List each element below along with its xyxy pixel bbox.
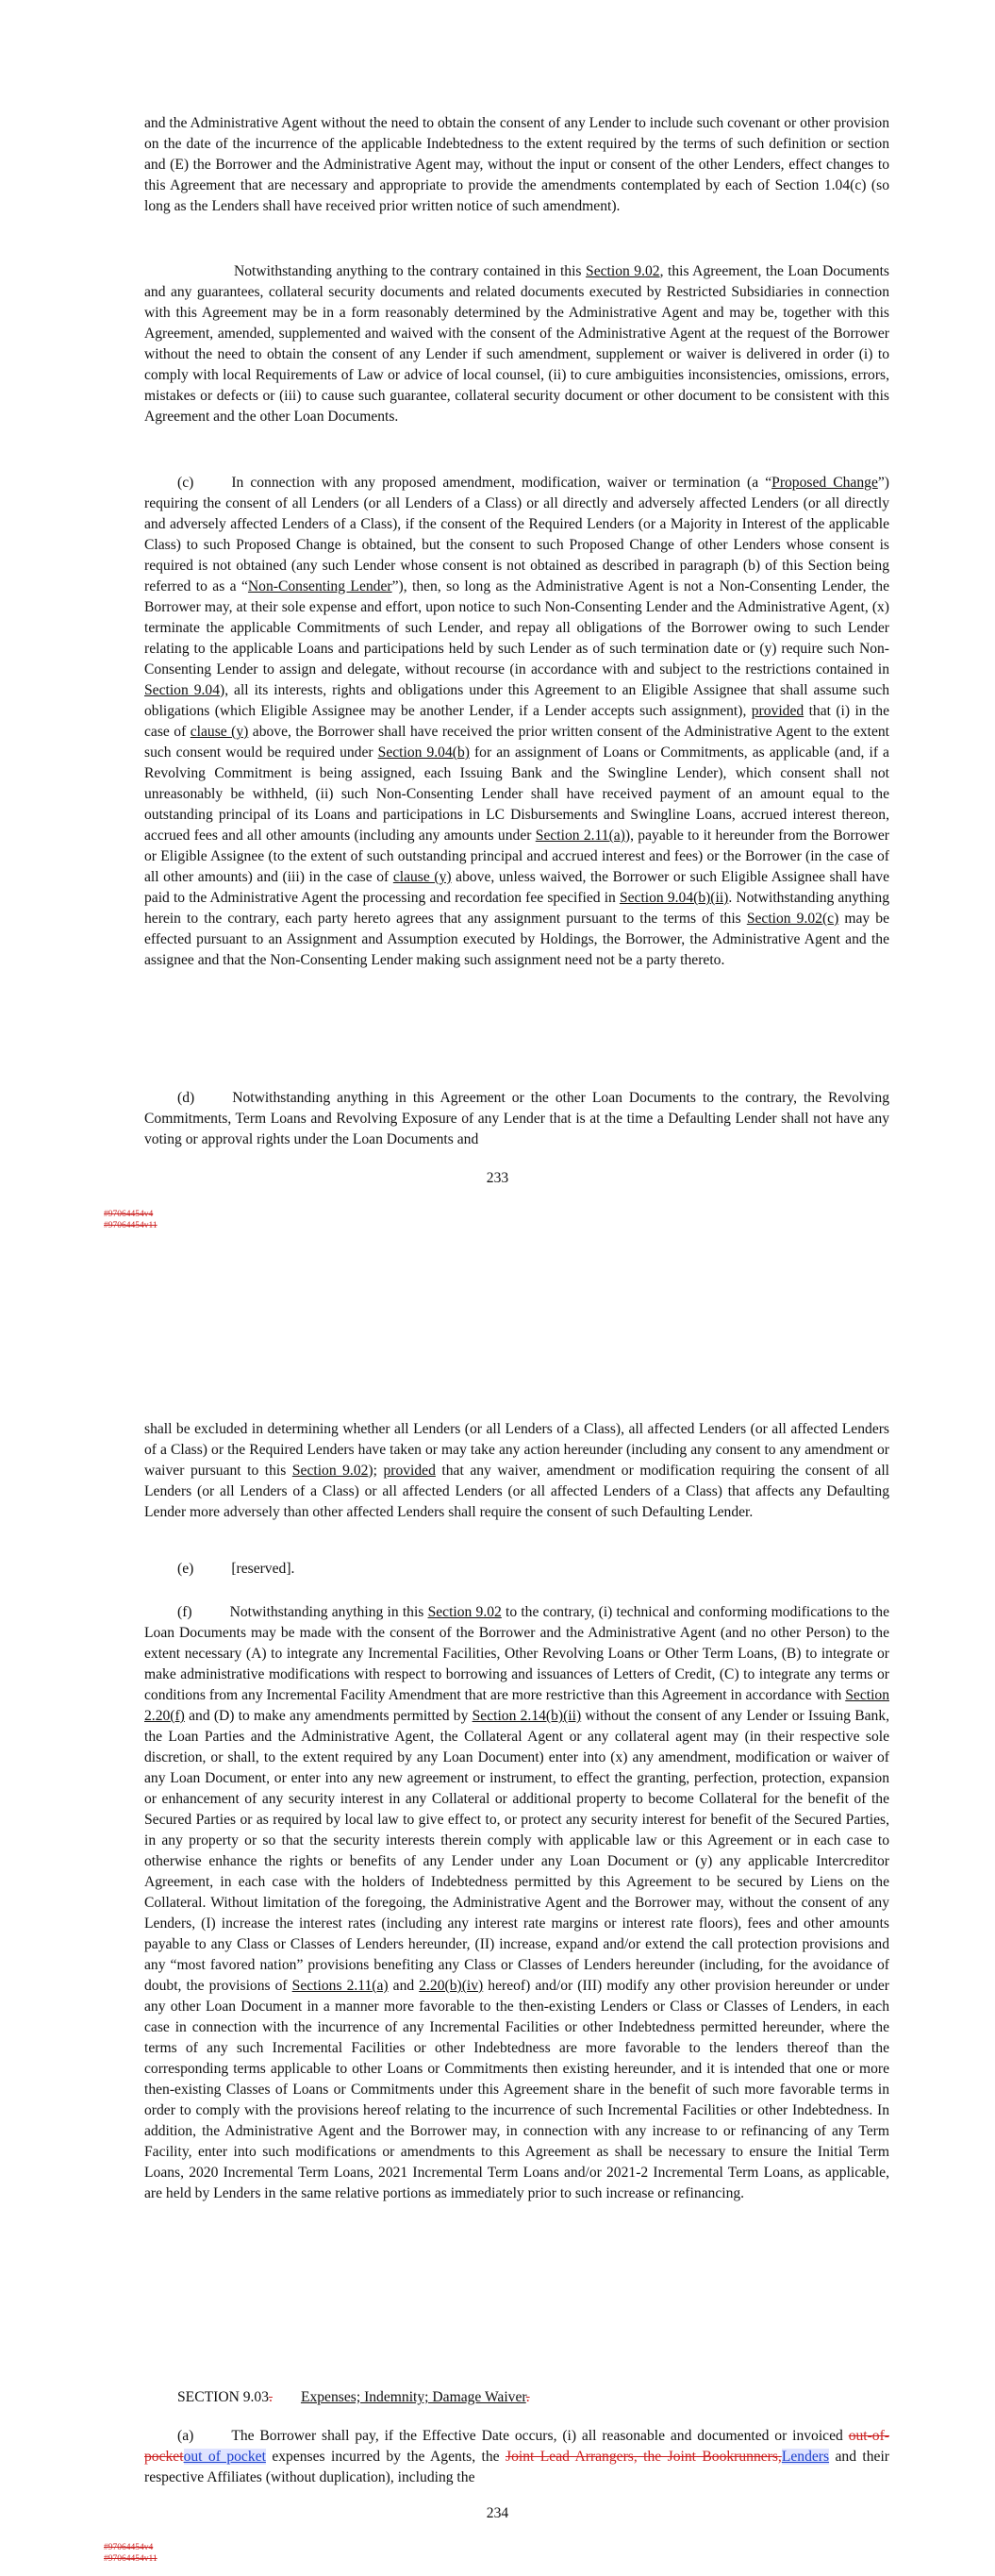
paragraph-c: (c) In connection with any proposed amendment, modification, waiver or termination (a “Proposed Change”) requiring the consent of all Lenders (or all Lenders of a Class) or all directly and adversely affected Lenders (or all directly and adversely affected Lenders of a Class), if the consent of the Required Lenders (or a Majority in Interest of the applicable Class) to such Proposed Change is obtained, but the consent to such Proposed Change of other Lenders whose consent is required is not obtained (any such Lender whose consent is not obtained as described in paragraph (b) of this Section being referred to as a “Non-Consenting Lender”), then, so long as the Administrative Agent is not a Non-Consenting Lender, the Borrower may, at their sole expense and effort, upon notice to such Non-Consenting Lender and the Administrative Agent, (x) terminate the applicable Commitments of such Lender, and repay all obligations of the Borrower owing to such Lender relating to the applicable Loans and participations held by such Lender as of such termination date or (y) require such Non-Consenting Lender to assign and delegate, without recourse (in accordance with and subject to the restrictions contained in Section 9.04), all its interests, rights and obligations under this Agreement to an Eligible Assignee that shall assume such obligations (which Eligible Assignee may be another Lender, if a Lender accepts such assignment), provided that (i) in the case of clause (y) above, the Borrower shall have received the prior written consent of the Administrative Agent to the extent such consent would be required under Section 9.04(b) for an assignment of Loans or Commitments, as applicable (and, if a Revolving Commitment is being assigned, each Issuing Bank and the Swingline Lender), which consent shall not unreasonably be withheld, (ii) such Non-Consenting Lender shall have received payment of an amount equal to the outstanding principal of its Loans and participations in LC Disbursements and Swingline Loans, accrued interest thereon, accrued fees and all other amounts (including any amounts under Section 2.11(a)), payable to it hereunder from the Borrower or Eligible Assignee (to the extent of such outstanding principal and accrued interest and fees) or the Borrower (in the case of all other amounts) and (iii) in the case of clause (y) above, unless waived, the Borrower or such Eligible Assignee shall have paid to the Administrative Agent the processing and recordation fee specified in Section 9.04(b)(ii). Notwithstanding anything herein to the contrary, each party hereto agrees that any assignment pursuant to the terms of this Section 9.02(c) may be effected pursuant to an Assignment and Assumption executed by Holdings, the Borrower, the Administrative Agent and the assignee and that the Non-Consenting Lender making such assignment need not be a party thereto.: [144, 475, 890, 968]
clause-label: (e): [177, 1561, 194, 1577]
section-reference: 2.20(b)(iv): [419, 1978, 484, 1994]
paragraph-e: (e) [reserved].: [177, 1561, 295, 1577]
page-234: [0, 1309, 995, 2576]
section-reference: Section 2.20(f): [144, 1687, 889, 1724]
proviso: provided: [751, 703, 804, 719]
clause-label: (d): [177, 1090, 195, 1106]
document-id: #97064454v4: [104, 1210, 154, 1219]
section-heading: [144, 2387, 889, 2408]
paragraph-continuation: and the Administrative Agent without the need to obtain the consent of any Lender to include such covenant or other provision on the date of the incurrence of the applicable Indebtedness to the extent required by the terms of such definition or section and (E) the Borrower and the Administrative Agent may, without the input or consent of the other Lenders, effect changes to this Agreement that are necessary and appropriate to provide the amendments contemplated by each of Section 1.04(c) (so long as the Lenders shall have received prior written notice of such amendment).: [144, 115, 889, 214]
deleted-text: out-of-pocket: [144, 2428, 889, 2465]
section-reference: Section 9.04(b)(ii): [619, 890, 729, 906]
proviso: provided: [383, 1463, 436, 1479]
paragraph-notwithstanding: Notwithstanding anything to the contrary contained in this Section 9.02, this Agreement, the Loan Documents and any guarantees, collateral security documents and related documents executed by Restricted Subsidiaries in connection with this Agreement may be in a form reasonably determined by the Administrative Agent and may be, together with this Agreement, amended, supplemented and waived with the consent of the Administrative Agent at the request of the Borrower without the need to obtain the consent of any Lender if such amendment, supplement or waiver is delivered in order (i) to comply with local Requirements of Law or advice of local counsel, (ii) to cure ambiguities inconsistencies, omissions, errors, mistakes or defects or (iii) to cause such guarantee, collateral security document or other document to be consistent with this Agreement and the other Loan Documents.: [144, 263, 889, 425]
clause-reference: clause (y): [190, 724, 249, 740]
section-number: SECTION 9.03: [177, 2389, 270, 2405]
section-reference: Section 9.02: [291, 1463, 369, 1479]
document-id: #97064454v11: [104, 1221, 158, 1230]
section-reference: Section 2.14(b)(ii): [472, 1708, 582, 1724]
paragraph-d-continuation: shall be excluded in determining whether all Lenders (or all Lenders of a Class), all affected Lenders (or all affected Lenders of a Class) or the Required Lenders have taken or may take any action hereunder (including any consent to any amendment or waiver pursuant to this Section 9.02); provided that any waiver, amendment or modification requiring the consent of all Lenders (or all Lenders of a Class) or all affected Lenders (or all affected Lenders of a Class) that affects any Defaulting Lender more adversely than other affected Lenders shall require the consent of such Defaulting Lender.: [144, 1421, 889, 1520]
section-reference: Section 9.04(b): [377, 744, 470, 761]
page-number: 233: [486, 1170, 509, 1186]
clause-label: (c): [177, 475, 194, 491]
deleted-text: Joint Lead Arrangers, the Joint Bookrunners,: [506, 2449, 782, 2465]
section-reference: Section 9.02: [427, 1604, 502, 1620]
section-reference: Sections 2.11(a): [291, 1978, 389, 1994]
page-number: 234: [486, 2505, 509, 2521]
section-reference: Section 2.11(a): [535, 828, 625, 844]
clause-reference: clause (y): [392, 869, 452, 885]
defined-term: Non-Consenting Lender: [247, 578, 392, 594]
document-id: #97064454v4: [104, 2543, 154, 2552]
document-id: #97064454v11: [104, 2554, 158, 2564]
deleted-text: .: [525, 2389, 530, 2405]
inserted-text: out of pocket: [183, 2449, 266, 2465]
section-title: Expenses; Indemnity; Damage Waiver: [300, 2389, 526, 2405]
paragraph-d: (d) Notwithstanding anything in this Agreement or the other Loan Documents to the contrary, the Revolving Commitments, Term Loans and Revolving Exposure of any Lender that is at the time a Defaulting Lender shall not have any voting or approval rights under the Loan Documents and: [144, 1090, 889, 1147]
inserted-text: Lenders: [781, 2449, 830, 2465]
deleted-text: .: [269, 2389, 273, 2405]
defined-term: Proposed Change: [771, 475, 878, 491]
paragraph-f: (f) Notwithstanding anything in this Section 9.02 to the contrary, (i) technical and conforming modifications to the Loan Documents may be made with the consent of the Borrower and the Administrative Agent (and no other Person) to the extent necessary (A) to integrate any Incremental Facilities, Other Revolving Loans or Other Term Loans, (B) to integrate or make administrative modifications with respect to borrowing and issuances of Letters of Credit, (C) to integrate any terms or conditions from any Incremental Facility Amendment that are more restrictive than this Agreement in accordance with Section 2.20(f) and (D) to make any amendments permitted by Section 2.14(b)(ii) without the consent of any Lender or Issuing Bank, the Loan Parties and the Administrative Agent, the Collateral Agent or any collateral agent may (in their respective sole discretion, or shall, to the extent required by any Loan Document) enter into (x) any amendment, modification or waiver of any Loan Document, or enter into any new agreement or instrument, to effect the granting, perfection, protection, expansion or enhancement of any security interest in any Collateral or additional property to become Collateral for the benefit of the Secured Parties or as required by local law to give effect to, or protect any security interest for benefit of the Secured Parties, in any property or so that the security interests therein comply with applicable law or this Agreement or in each case to otherwise enhance the rights or benefits of any Lender under any Loan Document or (y) any applicable Intercreditor Agreement, in each case with the holders of Indebtedness permitted by this Agreement to be secured by Liens on the Collateral. Without limitation of the foregoing, the Administrative Agent and the Borrower may, without the consent of any Lenders, (I) increase the interest rates (including any interest rate margins or interest rate floors), fees and other amounts payable to any Class or Classes of Lenders hereunder, (II) increase, expand and/or extend the call protection provisions and any “most favored nation” provisions benefiting any Class or Classes of Lenders hereunder (including, for the avoidance of doubt, the provisions of Sections 2.11(a) and 2.20(b)(iv) hereof) and/or (III) modify any other provision hereunder or under any other Loan Document in a manner more favorable to the then-existing Lenders or Class or Classes of Lenders, in each case in connection with the incurrence of any Incremental Facilities or other Indebtedness permitted hereunder, where the terms of any such Incremental Facilities or other Indebtedness are more favorable to the lenders thereof than the corresponding terms applicable to other Loans or Commitments then existing hereunder, and it is intended that one or more then-existing Classes of Loans or Commitments under this Agreement share in the benefit of such more favorable terms in order to comply with the provisions hereof relating to the incurrence of such Incremental Facilities or other Indebtedness. In addition, the Administrative Agent and the Borrower may, in connection with any increase to or refinancing of any Term Facility, enter into such modifications or amendments to this Agreement as shall be necessary to ensure the Initial Term Loans, 2020 Incremental Term Loans, 2021 Incremental Term Loans and/or 2021-2 Incremental Term Loans, as applicable, are held by Lenders in the same relative portions as immediately prior to such increase or refinancing.: [144, 1604, 890, 2201]
section-reference: Section 9.02(c): [746, 911, 839, 927]
clause-label: (a): [177, 2428, 194, 2444]
paragraph-a-section-9-03: (a) The Borrower shall pay, if the Effective Date occurs, (i) all reasonable and documented or invoiced out-of-pocketout of pocket expenses incurred by the Agents, the Joint Lead Arrangers, the Joint Bookrunners,Lenders and their respective Affiliates (without duplication), including the: [144, 2428, 889, 2485]
section-reference: Section 9.02: [586, 263, 660, 279]
section-reference: Section 9.04: [144, 682, 221, 698]
clause-label: (f): [177, 1604, 192, 1620]
